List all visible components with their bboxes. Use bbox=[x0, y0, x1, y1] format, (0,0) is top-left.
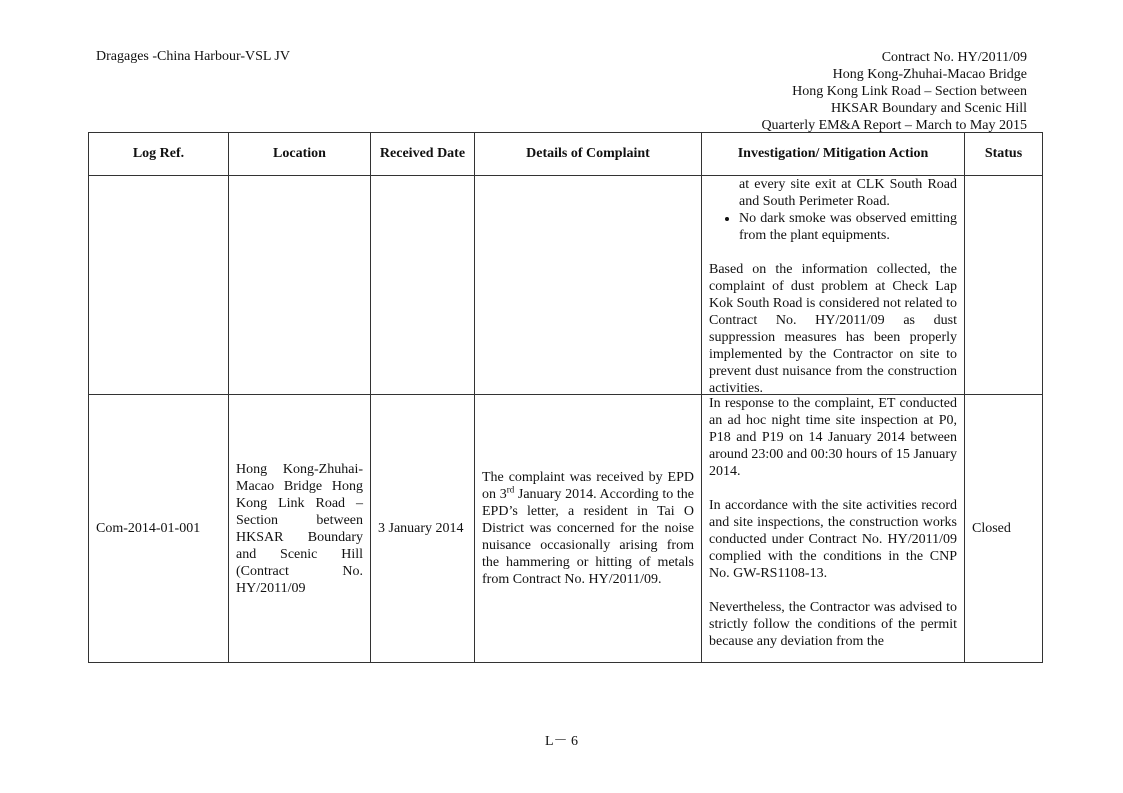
details-superscript: rd bbox=[506, 484, 515, 495]
cell-details bbox=[475, 395, 702, 663]
header-project: Hong Kong-Zhuhai-Macao Bridge bbox=[832, 67, 1027, 82]
header-contract-info bbox=[761, 49, 1027, 134]
cell-log-ref: Com-2014-01-001 bbox=[89, 395, 229, 663]
col-header-action: Investigation/ Mitigation Action bbox=[702, 133, 965, 176]
cell-status bbox=[965, 176, 1043, 395]
action-paragraph-1: In response to the complaint, ET conducted an ad hoc night time site inspection at P0, P18 and P19 on 14 January 2014 between around 23:00 and 00:30 hours of 15 January 2014. bbox=[709, 396, 957, 479]
col-header-details: Details of Complaint bbox=[475, 133, 702, 176]
header-contract-no: Contract No. HY/2011/09 bbox=[881, 50, 1027, 65]
table-header-row bbox=[89, 133, 1043, 176]
cell-received-date bbox=[371, 176, 475, 395]
page-number: L－ 6 bbox=[544, 734, 579, 749]
cell-details bbox=[475, 176, 702, 395]
cell-location bbox=[229, 176, 371, 395]
cell-received-date: 3 January 2014 bbox=[371, 395, 475, 663]
cell-location: Hong Kong-Zhuhai-Macao Bridge Hong Kong Link Road – Section between HKSAR Boundary and Scenic Hill (Contract No. HY/2011/09 bbox=[229, 395, 371, 663]
col-header-location: Location bbox=[229, 133, 371, 176]
header-report-title: Quarterly EM&A Report – March to May 2015 bbox=[761, 118, 1027, 133]
col-header-received-date: Received Date bbox=[371, 133, 475, 176]
cell-action bbox=[702, 395, 965, 663]
header-boundary: HKSAR Boundary and Scenic Hill bbox=[831, 101, 1027, 116]
action-paragraph-2: In accordance with the site activities record and site inspections, the construction works conducted under Contract No. HY/2011/09 complied with the conditions in the CNP No. GW-RS1108-13. bbox=[709, 498, 957, 581]
action-bullet: • No dark smoke was observed emitting from the plant equipments. bbox=[739, 210, 957, 244]
header-contractor: Dragages -China Harbour-VSL JV bbox=[96, 49, 290, 64]
action-conclusion: Based on the information collected, the complaint of dust problem at Check Lap Kok South Road is considered not related to Contract No. HY/2011/09 as dust suppression measures has been properly implemented by the Contractor on site to prevent dust nuisance from the construction activities. bbox=[709, 262, 957, 394]
table-row bbox=[89, 395, 1043, 663]
action-continued-text: at every site exit at CLK South Road and South Perimeter Road. bbox=[739, 177, 957, 209]
table-row bbox=[89, 176, 1043, 395]
cell-log-ref bbox=[89, 176, 229, 395]
header-section: Hong Kong Link Road – Section between bbox=[792, 84, 1027, 99]
cell-action bbox=[702, 176, 965, 395]
details-text-end: January 2014. According to the EPD’s letter, a resident in Tai O District was concerned for the noise nuisance occasionally arising from the hammering or hitting of metals from Contract No. HY/2011/09. bbox=[482, 487, 695, 587]
col-header-status: Status bbox=[965, 133, 1043, 176]
col-header-log-ref: Log Ref. bbox=[89, 133, 229, 176]
details-text-start: The complaint was received by EPD on 3 bbox=[482, 470, 694, 502]
cell-status: Closed bbox=[965, 395, 1043, 663]
action-paragraph-3: Nevertheless, the Contractor was advised to strictly follow the conditions of the permit because any deviation from the bbox=[709, 600, 957, 649]
complaint-log-table bbox=[88, 132, 1043, 663]
